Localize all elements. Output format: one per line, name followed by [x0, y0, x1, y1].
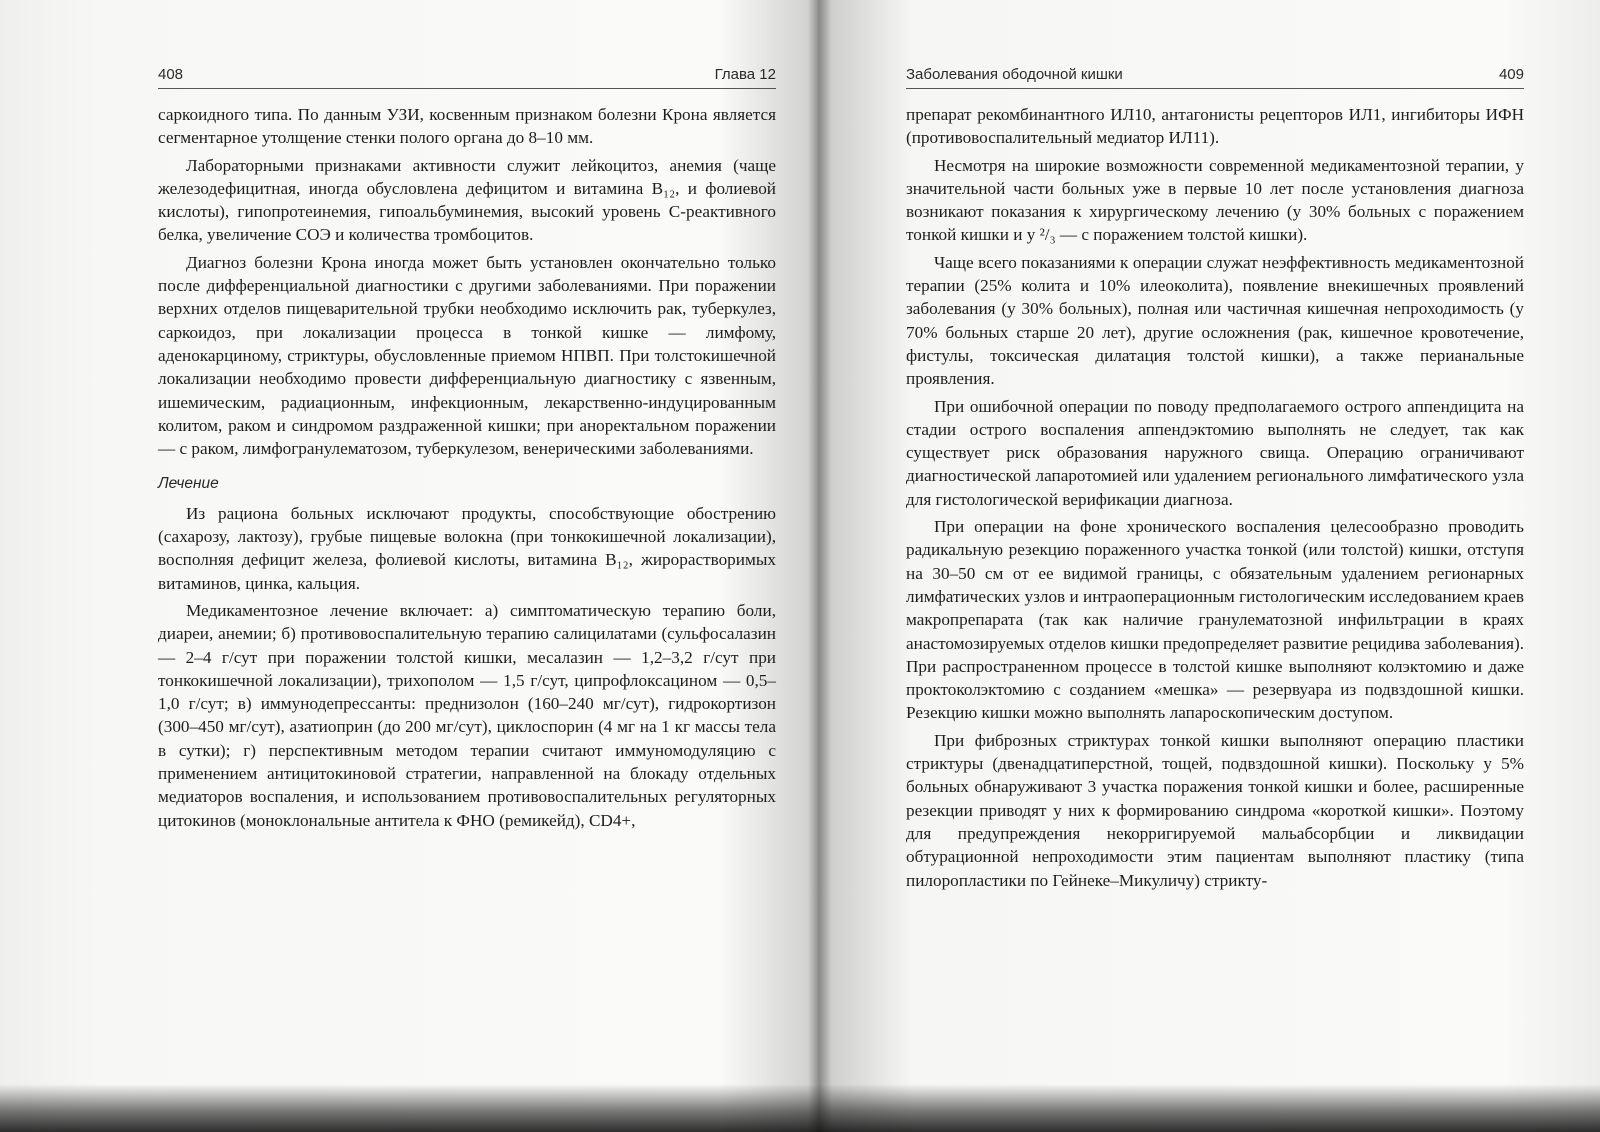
left-page: [158, 60, 776, 836]
paragraph: Чаще всего показаниями к операции служат неэффективность медикаментозной терапии (25% колита и 10% илеоколита), появление внекишечных проявлений заболевания (у 30% больных), полная или частичная кишечная непроходимость (у 70% больных старше 20 лет), другие осложнения (рак, кишечное кровотечение, фистулы, токсическая дилатация толстой кишки), а также перианальные проявления.: [906, 252, 1524, 389]
paragraph: Несмотря на широкие возможности современной медикаментозной терапии, у значительной части больных уже в первые 10 лет после установления диагноза возникают показания к хирургическому лечению (у 30% больных с поражением тонкой кишки и у ²/₃ — с поражением толстой кишки).: [906, 155, 1524, 245]
paragraph: Диагноз болезни Крона иногда может быть установлен окончательно только после дифференциальной диагностики с другими заболеваниями. При поражении верхних отделов пищеварительной трубки необходимо исключить рак, туберкулез, саркоидоз, при локализации процесса в тонкой кишке — лимфому, аденокарциному, стриктуры, обусловленные приемом НПВП. При толстокишечной локализации необходимо провести дифференциальную диагностику с язвенным, ишемическим, радиационным, инфекционным, лекарственно-индуцированным колитом, раком и синдромом раздраженной кишки; при аноректальном поражении — с раком, лимфогранулематозом, туберкулезом, венерическими заболеваниями.: [158, 252, 776, 459]
section-heading: Лечение: [158, 475, 219, 493]
right-running-head: [906, 60, 1524, 89]
left-body-text: [158, 103, 776, 832]
paragraph: При ошибочной операции по поводу предполагаемого острого аппендицита на стадии острого воспаления аппендэктомию выполнять не следует, так как существует риск образования наружного свища. Операцию ограничивают диагностической лапаротомией или удалением регионального лимфатического узла для гистологической верификации диагноза.: [906, 396, 1524, 509]
right-running-title: Заболевания ободочной кишки: [906, 66, 1123, 83]
left-page-number: 408: [158, 66, 184, 83]
right-page-number: 409: [1498, 66, 1524, 83]
paragraph: саркоидного типа. По данным УЗИ, косвенным признаком болезни Крона является сегментарное утолщение стенки полого органа до 8–10 мм.: [158, 105, 776, 148]
paragraph: Из рациона больных исключают продукты, способствующие обострению (сахарозу, лактозу), грубые пищевые волокна (при тонкокишечной локализации), восполняя дефицит железа, фолиевой кислоты, витамина B₁₂, жирорастворимых витаминов, цинка, кальция.: [158, 503, 776, 593]
paragraph: Лабораторными признаками активности служит лейкоцитоз, анемия (чаще железодефицитная, иногда обусловлена дефицитом и витамина B₁₂, и фолиевой кислоты), гипопротеинемия, гипоальбуминемия, высокий уровень С-реактивного белка, увеличение СОЭ и количества тромбоцитов.: [158, 155, 776, 245]
paragraph: Медикаментозное лечение включает: а) симптоматическую терапию боли, диареи, анемии; б) противовоспалительную терапию салицилатами (сульфосалазин — 2–4 г/сут при поражении толстой кишки, месалазин — 1,2–3,2 г/сут при тонкокишечной локализации), трихополом — 1,5 г/сут, ципрофлоксацином — 0,5–1,0 г/сут; в) иммунодепрессанты: преднизолон (160–240 мг/сут), гидрокортизон (300–450 мг/сут), азатиоприн (до 200 мг/сут), циклоспорин (4 мг на 1 кг массы тела в сутки); г) перспективным методом терапии считают иммуномодуляцию с применением антицитокиновой стратегии, направленной на блокаду отдельных медиаторов воспаления, и использованием противовоспалительных регуляторных цитокинов (моноклональные антитела к ФНО (ремикейд), CD4+,: [158, 600, 776, 830]
right-page: [906, 60, 1524, 896]
left-running-title: Глава 12: [714, 66, 776, 83]
left-running-head: [158, 60, 776, 89]
paragraph: При фиброзных стриктурах тонкой кишки выполняют операцию пластики стриктуры (двенадцатиперстной, тощей, подвздошной кишки). Поскольку у 5% больных обнаруживают 3 участка поражения тонкой кишки и более, расширенные резекции приводят у них к формированию синдрома «короткой кишки». Поэтому для предупреждения некорригируемой мальабсорбции и ликвидации обтурационной непроходимости этим пациентам выполняют пластику (типа пилоропластики по Гейнеке–Микуличу) стрикту-: [906, 730, 1524, 890]
scan-bottom-shadow: [0, 1084, 1600, 1132]
paragraph: При операции на фоне хронического воспаления целесообразно проводить радикальную резекцию пораженного участка тонкой (или толстой) кишки, отступя на 30–50 см от ее видимой границы, с обязательным удалением регионарных лимфатических узлов и интраоперационным гистологическим исследованием краев макропрепарата (так как наличие гранулематозной инфильтрации в краях анастомозируемых отделов кишки предопределяет развитие рецидива заболевания). При распространенном процессе в толстой кишке выполняют колэктомию и даже проктоколэктомию с созданием «мешка» — резервуара из подвздошной кишки. Резекцию кишки можно выполнять лапароскопическим доступом.: [906, 517, 1524, 723]
paragraph: препарат рекомбинантного ИЛ10, антагонисты рецепторов ИЛ1, ингибиторы ИФН (противовоспалительный медиатор ИЛ11).: [906, 105, 1524, 148]
right-body-text: [906, 103, 1524, 892]
